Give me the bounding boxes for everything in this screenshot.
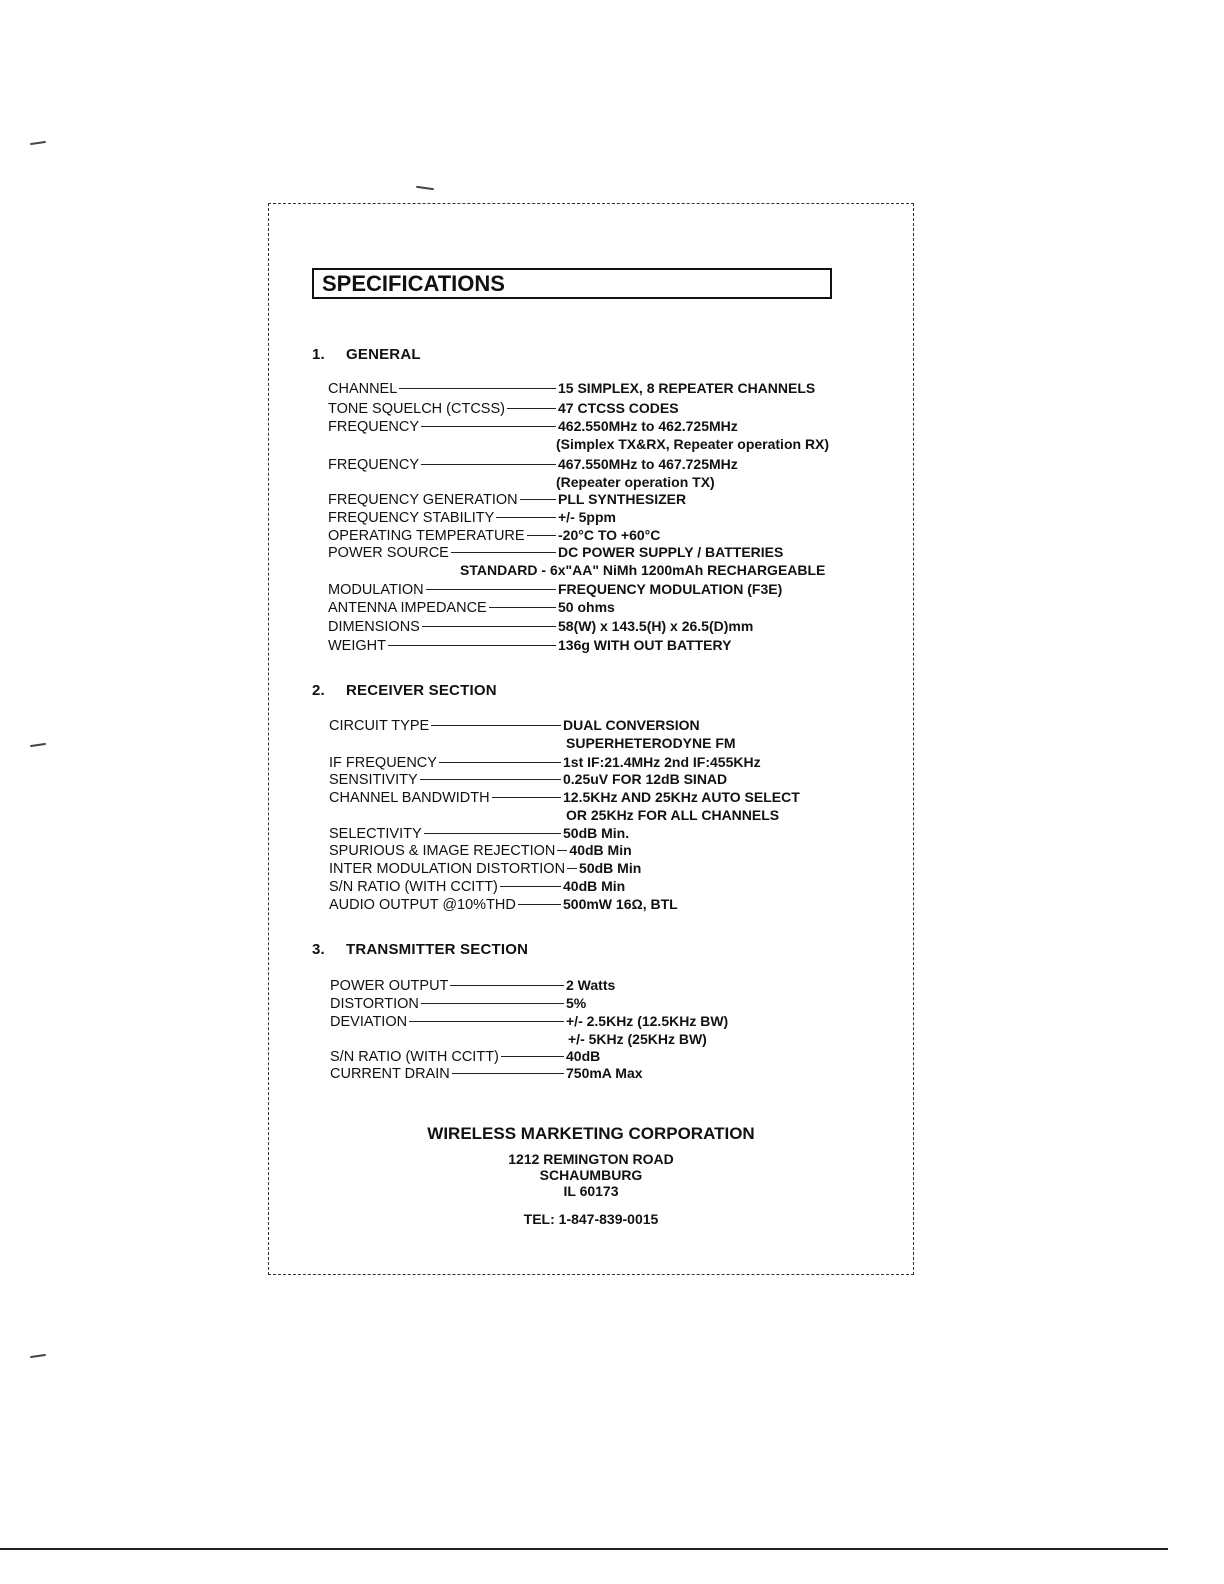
- section-number: 2.: [312, 682, 325, 699]
- leader-line: [431, 725, 561, 726]
- spec-value: 467.550MHz to 467.725MHz: [558, 456, 738, 472]
- company-block: [268, 1124, 914, 1144]
- leader-line: [507, 408, 556, 409]
- spec-value-continued: (Simplex TX&RX, Repeater operation RX): [556, 436, 830, 452]
- spec-value: +/- 5ppm: [558, 509, 616, 525]
- spec-label: S/N RATIO (WITH CCITT): [329, 879, 498, 895]
- spec-value: -20°C TO +60°C: [558, 527, 661, 543]
- spec-value: DUAL CONVERSION: [563, 717, 700, 733]
- spec-label: DIMENSIONS: [328, 619, 420, 635]
- spec-row: [328, 490, 686, 509]
- spec-value: 5%: [566, 995, 587, 1011]
- spec-label: ANTENNA IMPEDANCE: [328, 600, 487, 616]
- spec-value: 2 Watts: [566, 977, 616, 993]
- leader-line: [388, 645, 556, 646]
- spec-label: FREQUENCY GENERATION: [328, 492, 518, 508]
- leader-line: [409, 1021, 564, 1022]
- spec-value-continued: STANDARD - 6x"AA" NiMh 1200mAh RECHARGEABLE: [460, 562, 826, 578]
- spec-row: [329, 716, 700, 735]
- spec-value: 50dB Min.: [563, 825, 630, 841]
- address-line: IL 60173: [563, 1183, 619, 1199]
- spec-row: [329, 895, 678, 914]
- scan-mark: [30, 141, 46, 145]
- leader-line: [451, 552, 556, 553]
- spec-value: 50dB Min: [579, 860, 642, 876]
- spec-label: MODULATION: [328, 582, 424, 598]
- spec-row: [329, 841, 632, 860]
- spec-value: 462.550MHz to 462.725MHz: [558, 418, 738, 434]
- telephone: TEL: 1-847-839-0015: [523, 1211, 659, 1227]
- spec-row: [328, 508, 616, 527]
- spec-value-continued: (Repeater operation TX): [556, 474, 715, 490]
- section-heading-general: [312, 346, 421, 363]
- company-name: WIRELESS MARKETING CORPORATION: [427, 1124, 755, 1143]
- address-line: SCHAUMBURG: [539, 1167, 643, 1183]
- spec-label: CHANNEL BANDWIDTH: [329, 790, 490, 806]
- spec-row: [329, 877, 625, 896]
- spec-value: 136g WITH OUT BATTERY: [558, 637, 732, 653]
- section-title: GENERAL: [346, 346, 421, 363]
- leader-line: [422, 626, 556, 627]
- leader-line: [496, 517, 556, 518]
- spec-row: [328, 399, 679, 418]
- leader-line: [500, 886, 561, 887]
- leader-line: [421, 1003, 564, 1004]
- spec-label: CIRCUIT TYPE: [329, 718, 430, 734]
- leader-line: [492, 797, 561, 798]
- spec-label: WEIGHT: [328, 638, 386, 654]
- spec-value-continued: +/- 5KHz (25KHz BW): [568, 1031, 707, 1047]
- spec-value: 15 SIMPLEX, 8 REPEATER CHANNELS: [558, 380, 816, 396]
- leader-line: [489, 607, 556, 608]
- spec-row: [328, 417, 738, 436]
- leader-line: [527, 535, 556, 536]
- section-number: 3.: [312, 941, 325, 958]
- spec-value: 50 ohms: [558, 599, 615, 615]
- spec-label: FREQUENCY: [328, 457, 420, 473]
- spec-row: [328, 455, 738, 474]
- spec-value: 40dB Min: [569, 842, 632, 858]
- leader-line: [501, 1056, 564, 1057]
- spec-value: +/- 2.5KHz (12.5KHz BW): [566, 1013, 729, 1029]
- leader-line: [421, 464, 556, 465]
- leader-line: [399, 388, 556, 389]
- leader-line: [420, 779, 561, 780]
- address-line: 1212 REMINGTON ROAD: [508, 1151, 674, 1167]
- spec-label: SELECTIVITY: [329, 826, 422, 842]
- section-title: TRANSMITTER SECTION: [346, 941, 529, 958]
- leader-line: [567, 868, 577, 869]
- scan-mark: [30, 743, 46, 747]
- leader-line: [452, 1073, 564, 1074]
- page-title: SPECIFICATIONS: [312, 268, 832, 299]
- spec-row: [330, 994, 586, 1013]
- section-heading-transmitter: [312, 941, 528, 958]
- spec-row: [330, 1012, 728, 1031]
- spec-row: [329, 859, 641, 878]
- spec-value: 12.5KHz AND 25KHz AUTO SELECT: [563, 789, 800, 805]
- spec-value: 47 CTCSS CODES: [558, 400, 679, 416]
- spec-label: SENSITIVITY: [329, 772, 418, 788]
- spec-value: 750mA Max: [566, 1065, 643, 1081]
- leader-line: [426, 589, 556, 590]
- spec-label: DEVIATION: [330, 1014, 408, 1030]
- spec-label: AUDIO OUTPUT @10%THD: [329, 897, 516, 913]
- spec-label: CHANNEL: [328, 381, 398, 397]
- spec-label: FREQUENCY: [328, 419, 420, 435]
- spec-value-continued: OR 25KHz FOR ALL CHANNELS: [566, 807, 780, 823]
- bottom-rule: [0, 1548, 1168, 1550]
- spec-label: IF FREQUENCY: [329, 755, 437, 771]
- spec-label: TONE SQUELCH (CTCSS): [328, 401, 505, 417]
- spec-value: 500mW 16Ω, BTL: [563, 896, 678, 912]
- leader-line: [450, 985, 564, 986]
- section-number: 1.: [312, 346, 325, 363]
- spec-row: [328, 543, 783, 562]
- spec-row: [330, 976, 615, 995]
- spec-value: 40dB Min: [563, 878, 626, 894]
- spec-label: INTER MODULATION DISTORTION: [329, 861, 566, 877]
- leader-line: [424, 833, 561, 834]
- spec-value: 0.25uV FOR 12dB SINAD: [563, 771, 728, 787]
- spec-row: [328, 379, 815, 398]
- company-address: [268, 1151, 914, 1199]
- section-title: RECEIVER SECTION: [346, 682, 497, 699]
- section-heading-receiver: [312, 682, 497, 699]
- company-phone: [268, 1211, 914, 1227]
- spec-row: [328, 636, 731, 655]
- spec-value: 1st IF:21.4MHz 2nd IF:455KHz: [563, 754, 761, 770]
- leader-line: [520, 499, 556, 500]
- spec-label: SPURIOUS & IMAGE REJECTION: [329, 843, 556, 859]
- scan-mark: [30, 1354, 46, 1358]
- spec-label: DISTORTION: [330, 996, 419, 1012]
- spec-value: DC POWER SUPPLY / BATTERIES: [558, 544, 784, 560]
- leader-line: [557, 850, 567, 851]
- spec-row: [329, 770, 727, 789]
- spec-row: [329, 788, 800, 807]
- spec-label: FREQUENCY STABILITY: [328, 510, 495, 526]
- spec-row: [328, 617, 753, 636]
- spec-value: 40dB: [566, 1048, 601, 1064]
- spec-row: [328, 598, 615, 617]
- leader-line: [439, 762, 561, 763]
- spec-label: POWER SOURCE: [328, 545, 449, 561]
- spec-value-continued: SUPERHETERODYNE FM: [566, 735, 736, 751]
- spec-row: [330, 1064, 643, 1083]
- spec-value: FREQUENCY MODULATION (F3E): [558, 581, 783, 597]
- spec-label: POWER OUTPUT: [330, 978, 449, 994]
- spec-value: 58(W) x 143.5(H) x 26.5(D)mm: [558, 618, 754, 634]
- spec-label: OPERATING TEMPERATURE: [328, 528, 525, 544]
- leader-line: [421, 426, 556, 427]
- leader-line: [518, 904, 561, 905]
- spec-value: PLL SYNTHESIZER: [558, 491, 687, 507]
- spec-label: CURRENT DRAIN: [330, 1066, 450, 1082]
- spec-row: [328, 580, 782, 599]
- scan-mark: [416, 186, 434, 190]
- spec-label: S/N RATIO (WITH CCITT): [330, 1049, 499, 1065]
